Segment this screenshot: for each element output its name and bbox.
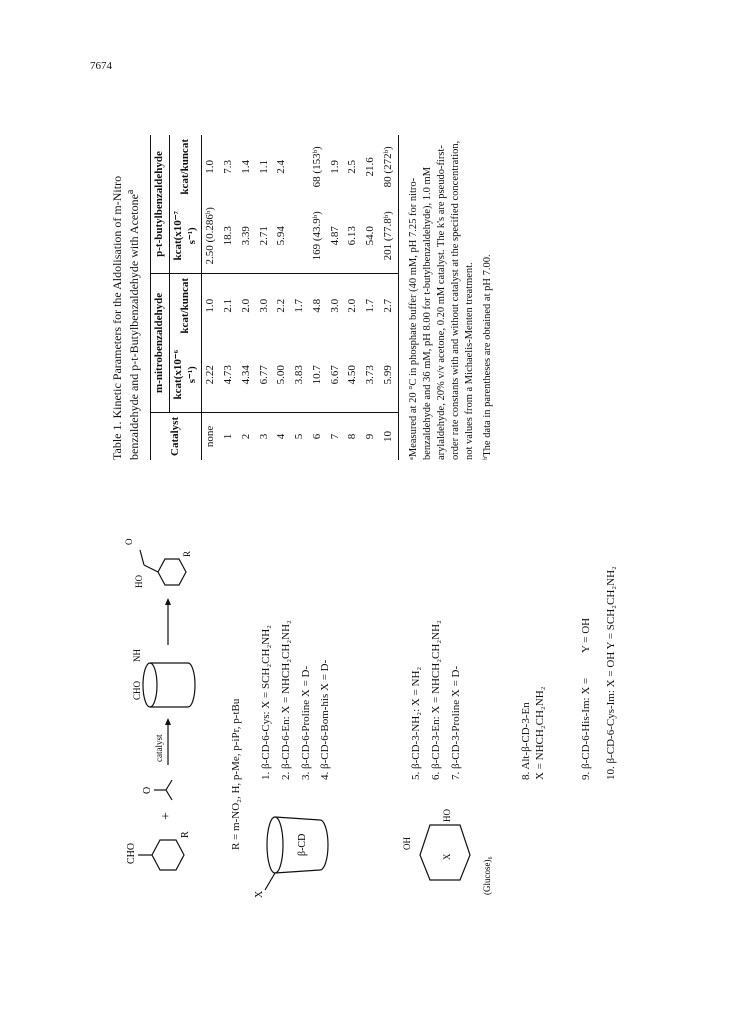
benzene-ring-icon (152, 840, 184, 870)
table-cell (291, 135, 309, 199)
page-number: 7674 (90, 60, 112, 72)
catalyst-10: 10. β-CD-6-Cys-Im: X = OH Y = SCH₂CH₂NH₂ (605, 566, 617, 780)
r-label: R (180, 831, 191, 838)
sub-kcat-2: kcat(x10⁻⁷ s⁻¹) (169, 199, 202, 274)
cho-label-2: CHO (132, 680, 142, 700)
group-m-nitro: m-nitrobenzaldehyde (151, 273, 170, 412)
col-catalyst: Catalyst (151, 412, 202, 460)
catalyst-5: 5. β-CD-3-NH₂: X = NH₂ (410, 666, 422, 780)
table-row (273, 135, 291, 460)
plus-sign: + (159, 812, 174, 820)
acetone-icon (166, 780, 172, 800)
table-panel (110, 130, 630, 460)
table-row (256, 135, 274, 460)
table-cell: 21.6 (364, 157, 376, 177)
table-cell: 7 (327, 412, 345, 460)
table-cell: 8 (344, 412, 362, 460)
table-cell: 5.94 (275, 226, 288, 246)
table-cell: 4.8 (309, 273, 327, 337)
table-cell: 80 (272ᵇ) (380, 135, 398, 199)
table-cell: 2.7 (380, 273, 398, 337)
table-cell: 10 (380, 412, 398, 460)
sub-ratio-1: kcat/kuncat (169, 273, 202, 337)
table-cell: 2.4 (275, 159, 288, 174)
table-row (238, 135, 256, 460)
table-row (220, 135, 238, 460)
table-cell: 2.22 (204, 365, 217, 385)
table-cell: 2 (238, 412, 256, 460)
table-cell: 1.4 (239, 159, 252, 174)
catalyst-8-x: X = NHCH₂CH₂NH₂ (533, 686, 546, 780)
table-cell (291, 199, 309, 274)
catalyst-list-primary (260, 620, 339, 780)
catalyst-9-y: Y = OH (580, 617, 592, 654)
table-cell: 9 (362, 412, 380, 460)
catalyst-8 (520, 687, 548, 781)
table-cell: 1.7 (291, 273, 309, 337)
sub-kcat-1: kcat(x10⁻⁶ s⁻¹) (169, 338, 202, 413)
cho-label: CHO (126, 842, 137, 864)
r-definition: R = m-NO₂, H, p-Me, p-iPr, p-tBu (230, 698, 242, 850)
table-cell: 1.0 (202, 273, 220, 337)
scheme-panel (110, 520, 630, 900)
beta-cd-structure (250, 790, 340, 900)
o-label-2: O (124, 538, 134, 545)
catalyst-2: 2. β-CD-6-En: X = NHCH₂CH₂NH₂ (279, 620, 292, 780)
table-caption (110, 130, 142, 460)
table-cell: 3 (256, 412, 274, 460)
table-cell: 2.2 (273, 273, 291, 337)
table-cell: 3.0 (256, 273, 274, 337)
x-label: X (254, 890, 265, 898)
product-ring-icon (158, 559, 186, 585)
table-cell: 1.0 (204, 159, 217, 174)
glucose-label: (Glucose)₆ (482, 856, 492, 895)
table-cell: 2.50 (0.286ᵇ) (204, 207, 217, 265)
table-cell: 6 (309, 412, 327, 460)
table-cell: 1.9 (328, 159, 341, 174)
table-cell: 3.73 (364, 365, 376, 385)
table-caption-sup: a (125, 189, 136, 195)
ho-label: HO (134, 575, 144, 588)
catalyst-1: 1. β-CD-6-Cys: X = SCH₂CH₂NH₂ (260, 624, 272, 780)
sub-ratio-2: kcat/kuncat (169, 135, 202, 199)
table-cell: 54.0 (364, 226, 376, 246)
kinetic-table (150, 135, 399, 460)
cyclodextrin-icon (143, 663, 157, 707)
table-row (362, 135, 380, 460)
table-cell: 2.1 (220, 273, 238, 337)
table-cell: 1 (220, 412, 238, 460)
table-cell: 4.34 (239, 365, 252, 385)
catalyst-8-name: 8. Alt-β-CD-3-En (520, 702, 532, 780)
table-body (202, 135, 398, 460)
r-label-2: R (182, 550, 192, 557)
table-cell: 7.3 (222, 159, 234, 174)
table-cell: 6.13 (346, 226, 359, 246)
catalyst-6: 6. β-CD-3-En: X = NHCH₂CH₂NH₂ (429, 620, 442, 780)
nh-label: NH (132, 649, 142, 662)
table-row (344, 135, 362, 460)
table-row (202, 135, 220, 460)
table-cell: 169 (43.9ᵇ) (310, 211, 323, 261)
reaction-scheme (110, 520, 220, 900)
table-cell: 1.7 (362, 273, 380, 337)
catalyst-4: 4. β-CD-6-Bom-his X = D- (319, 659, 332, 780)
table-cell: 2.0 (344, 273, 362, 337)
footnote-b: ᵇThe data in parentheses are obtained at pH 7.00. (482, 254, 494, 460)
oh-label: OH (402, 837, 412, 850)
cd-top-icon (267, 817, 283, 873)
catalyst-9-label: 9. β-CD-6-His-Im: X = (580, 677, 592, 780)
table-cell: 68 (153ᵇ) (310, 146, 323, 188)
table-cell: 4.87 (328, 226, 341, 246)
ho-label-2: HO (442, 809, 452, 822)
table-footnotes (407, 135, 496, 460)
footnote-a: ᵃMeasured at 20 °C in phosphate buffer (40 mM, pH 7.25 for nitro-benzaldehyde and 36 mM, pH 8.00 for t-butylbenzaldehyde), 1.0 mM arylaldehyde, 20% v/v acetone, 0.20 mM catalyst. The k's are pseudo-first-order rate constants with and without catalyst at the specified concentration, not values from a Michaelis-Menten treatment. (407, 140, 476, 460)
table-cell: 6.77 (257, 365, 270, 385)
x-label-2: X (442, 853, 452, 860)
beta-cd-label: β-CD (297, 833, 308, 856)
table-cell: 5.99 (380, 338, 398, 413)
table-cell: 201 (77.8ᵇ) (380, 199, 398, 274)
table-cell: 2.0 (238, 273, 256, 337)
table-cell: none (202, 412, 220, 460)
table-cell: 5.00 (275, 365, 288, 385)
glucose-structure (390, 785, 510, 900)
table-cell: 2.5 (346, 159, 359, 174)
table-cell: 1.1 (257, 159, 270, 174)
table-cell: 10.7 (310, 365, 323, 385)
table-cell: 3.39 (239, 226, 252, 246)
table-cell: 5 (291, 412, 309, 460)
table-caption-text: Table 1. Kinetic Parameters for the Aldolisation of m-Nitro benzaldehyde and p-t-Butylbenzaldehyde with Acetone (110, 175, 141, 460)
group-p-tbutyl: p-t-butylbenzaldehyde (151, 135, 170, 273)
table-row (327, 135, 345, 460)
catalyst-label: catalyst (154, 734, 164, 762)
table-cell: 3.83 (293, 365, 305, 385)
table-cell: 4 (273, 412, 291, 460)
catalyst-list-secondary (410, 620, 469, 780)
table-row (291, 135, 309, 460)
rotated-content (110, 120, 630, 900)
table-cell: 3.0 (327, 273, 345, 337)
table-cell: 4.50 (346, 365, 359, 385)
table-cell: 18.3 (222, 226, 234, 246)
table-cell: 4.73 (222, 365, 234, 385)
catalyst-9 (580, 618, 594, 780)
catalyst-7: 7. β-CD-3-Proline X = D- (449, 665, 462, 780)
table-row (380, 135, 398, 460)
catalyst-3: 3. β-CD-6-Proline X = D- (299, 665, 312, 780)
o-label: O (142, 786, 153, 794)
glucose-ring-icon (420, 825, 470, 880)
table-cell: 2.71 (257, 226, 270, 246)
table-cell: 6.67 (328, 365, 341, 385)
table-row (309, 135, 327, 460)
